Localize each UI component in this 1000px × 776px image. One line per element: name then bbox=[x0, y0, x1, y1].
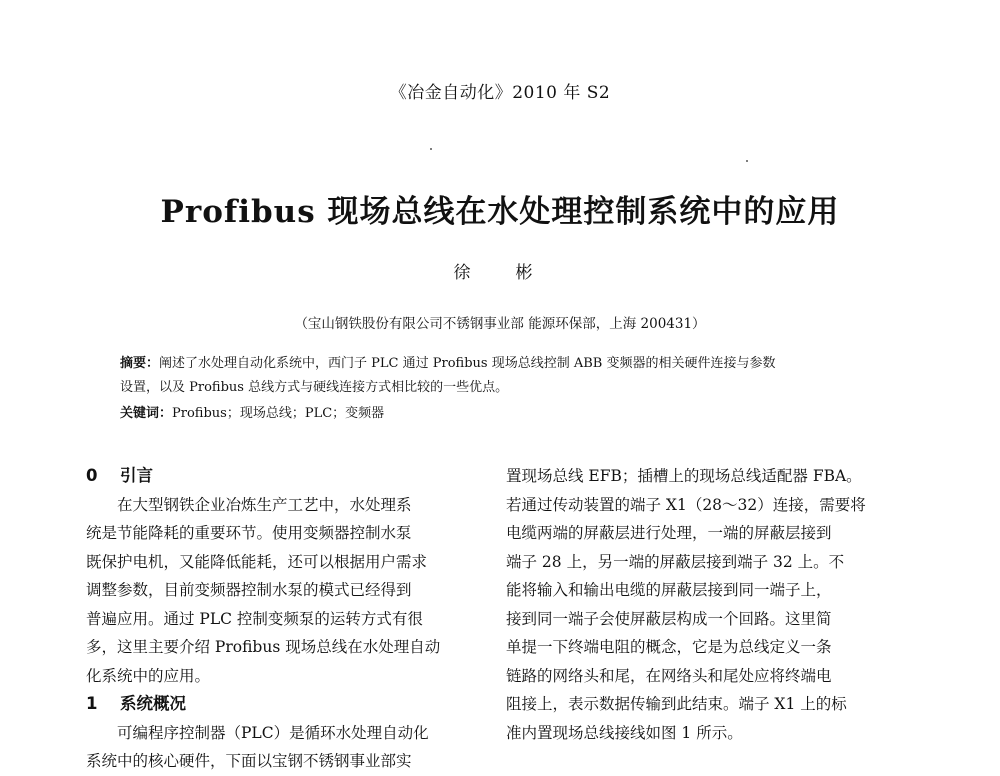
intro-line: 化系统中的应用。 bbox=[86, 666, 211, 685]
overview-line: 可编程序控制器（PLC）是循环水处理自动化 bbox=[117, 723, 429, 742]
body-line: 阻接上，表示数据传输到此结束。端子 X1 上的标 bbox=[506, 695, 847, 713]
body-line: 单提一下终端电阻的概念，它是为总线定义一条 bbox=[506, 638, 832, 656]
keywords-text: Profibus；现场总线；PLC；变频器 bbox=[172, 406, 385, 421]
author-affiliation: （宝山钢铁股份有限公司不锈钢事业部 能源环保部，上海 200431） bbox=[294, 316, 706, 332]
abstract-line-2: 设置，以及 Profibus 总线方式与硬线连接方式相比较的一些优点。 bbox=[120, 380, 509, 395]
right-column bbox=[506, 462, 906, 747]
section-title: 系统概况 bbox=[120, 694, 186, 713]
section-number: 0 bbox=[86, 466, 98, 485]
keywords bbox=[120, 402, 880, 426]
scan-speck bbox=[746, 160, 748, 162]
intro-line: 调整参数，目前变频器控制水泵的模式已经得到 bbox=[86, 581, 412, 599]
keywords-label: 关键词： bbox=[120, 406, 173, 421]
section-heading-system-overview bbox=[86, 690, 486, 719]
author-name: 徐 彬 bbox=[453, 263, 547, 283]
body-line: 链路的网络头和尾，在网络头和尾处应将终端电 bbox=[506, 666, 832, 685]
section-heading-introduction bbox=[86, 462, 486, 491]
body-line: 置现场总线 EFB；插槽上的现场总线适配器 FBA。 bbox=[506, 467, 862, 485]
intro-line: 在大型钢铁企业冶炼生产工艺中，水处理系 bbox=[117, 495, 412, 514]
intro-line: 统是节能降耗的重要环节。使用变频器控制水泵 bbox=[86, 524, 412, 542]
body-line: 能将输入和输出电缆的屏蔽层接到同一端子上， bbox=[506, 581, 832, 599]
body-line: 电缆两端的屏蔽层进行处理，一端的屏蔽层接到 bbox=[506, 524, 832, 542]
body-line: 接到同一端子会使屏蔽层构成一个回路。这里简 bbox=[506, 609, 832, 628]
abstract bbox=[120, 352, 880, 400]
abstract-line-1 bbox=[120, 352, 880, 376]
abstract-text-1: 阐述了水处理自动化系统中，西门子 PLC 通过 Profibus 现场总线控制 ABB 变频器的相关硬件连接与参数 bbox=[159, 356, 776, 371]
intro-line: 普遍应用。通过 PLC 控制变频泵的运转方式有很 bbox=[86, 609, 423, 628]
body-line: 若通过传动装置的端子 X1（28～32）连接，需要将 bbox=[506, 495, 866, 514]
body-line: 端子 28 上，另一端的屏蔽层接到端子 32 上。不 bbox=[506, 552, 845, 571]
overview-line: 系统中的核心硬件，下面以宝钢不锈钢事业部实 bbox=[86, 752, 412, 770]
left-column bbox=[86, 462, 486, 776]
section-title: 引言 bbox=[120, 466, 153, 485]
intro-line: 多，这里主要介绍 Profibus 现场总线在水处理自动 bbox=[86, 638, 441, 656]
section-number: 1 bbox=[86, 694, 98, 713]
paper-title: Profibus 现场总线在水处理控制系统中的应用 bbox=[160, 194, 840, 230]
abstract-label: 摘要： bbox=[120, 356, 160, 371]
journal-header: 《冶金自动化》2010 年 S2 bbox=[389, 83, 611, 103]
intro-line: 既保护电机，又能降低能耗，还可以根据用户需求 bbox=[86, 552, 428, 571]
scan-speck bbox=[430, 148, 432, 150]
body-line: 准内置现场总线接线如图 1 所示。 bbox=[506, 723, 743, 742]
